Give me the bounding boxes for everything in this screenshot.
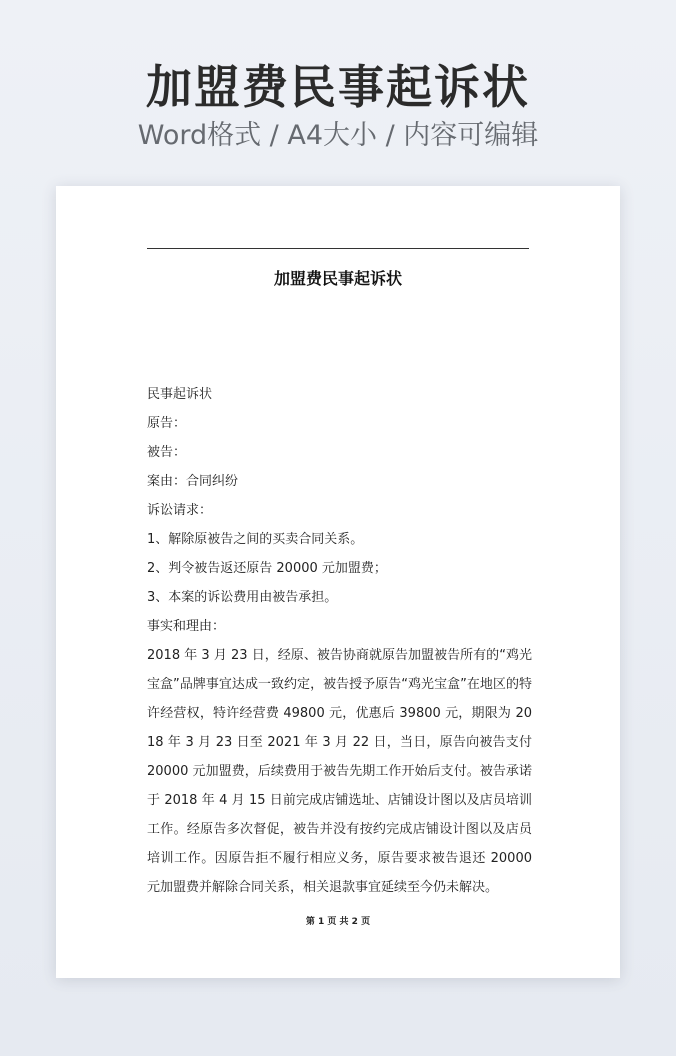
case-cause: 案由：合同纠纷 [147, 474, 239, 489]
document-page [56, 186, 620, 978]
claim-item-1: 1、解除原被告之间的买卖合同关系。 [147, 532, 364, 547]
document-body [147, 380, 532, 902]
banner-title: 加盟费民事起诉状 [146, 60, 530, 114]
facts-paragraph: 2018 年 3 月 23 日，经原、被告协商就原告加盟被告所有的“鸡光宝盒”品牌事宜达成一致约定，被告授予原告“鸡光宝盒”在地区的特许经营权，特许经营费 49800 元，优惠后 39800 元，期限为 2018 年 3 月 23 日至 2021 年 3 月 22 日，当日，原告向被告支付 20000 元加盟费，后续费用于被告先期工作开始后支付。被告承诺于 2018 年 4 月 15 日前完成店铺选址、店铺设计图以及店员培训工作。经原告多次督促，被告并没有按约完成店铺设计图以及店员培训工作。因原告拒不履行相应义务，原告要求被告退还 20000 元加盟费并解除合同关系，相关退款事宜延续至今仍未解决。 [147, 648, 532, 895]
page-number: 第 1 页 共 2 页 [305, 917, 371, 927]
defendant-label: 被告： [147, 445, 187, 460]
plaintiff-label: 原告： [147, 416, 187, 431]
claim-item-3: 3、本案的诉讼费用由被告承担。 [147, 590, 338, 605]
claims-heading: 诉讼请求： [147, 503, 213, 518]
header-rule [147, 248, 529, 249]
claim-item-2: 2、判令被告返还原告 20000 元加盟费； [147, 561, 387, 576]
heading-complaint: 民事起诉状 [147, 387, 213, 402]
facts-heading: 事实和理由： [147, 619, 226, 634]
document-title: 加盟费民事起诉状 [273, 269, 402, 288]
banner-subtitle: Word格式 / A4大小 / 内容可编辑 [137, 120, 539, 151]
